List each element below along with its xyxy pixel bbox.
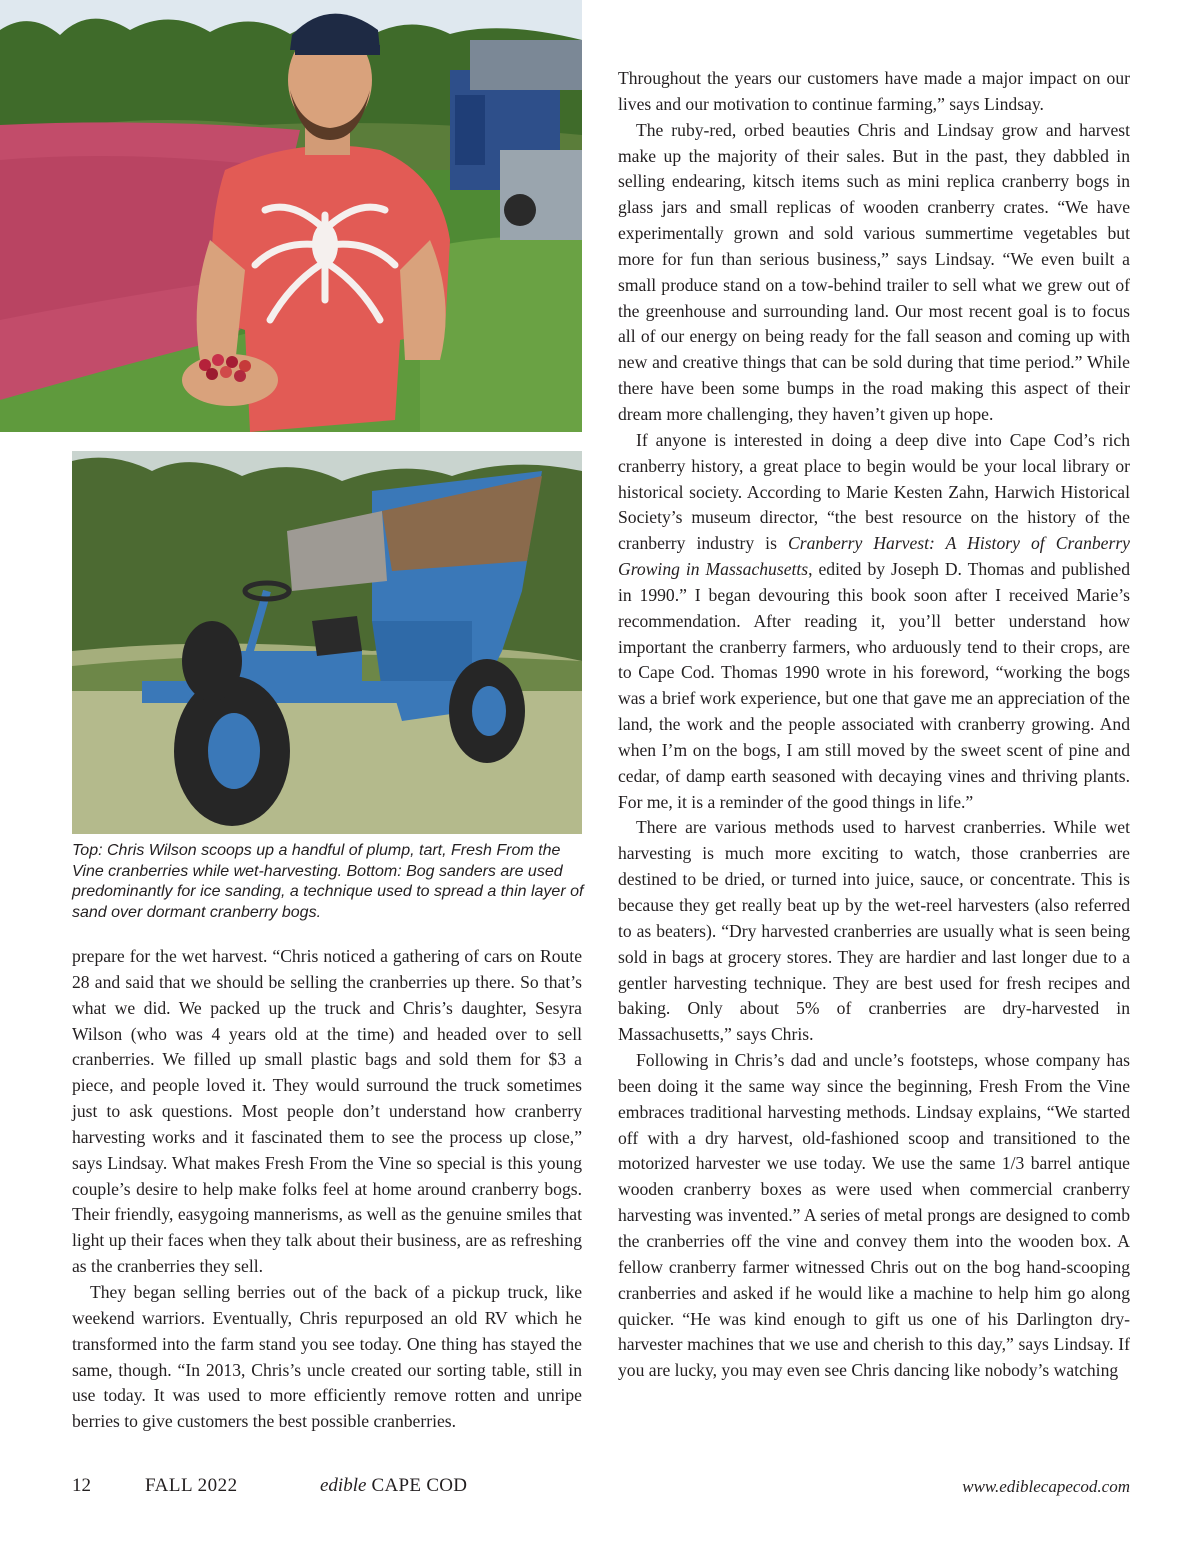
right-paragraph-3-part-b: , edited by Joseph D. Thomas and published in 1990.” I began devouring this book soon after I received Marie’s recommendation. After reading it, you’ll better understand how important the cranberry farmers, who arduously tend to their crops, are to Cape Cod. Thomas 1990 wrote in his foreword, “working the bogs was a brief work experience, but one that gave me an appreciation of the land, the work and the people associated with cranberry growing. And when I’m on the bogs, I am still moved by the sweet scent of pine and cedar, of damp earth seasoned with decaying vines and thriving plants. For me, it is a reminder of the good things in life.” [618,559,1130,812]
right-paragraph-5: Following in Chris’s dad and uncle’s footsteps, whose company has been doing it the same way since the beginning, Fresh From the Vine embraces traditional harvesting methods. Lindsay explains, “We started off with a dry harvest, old-fashioned scoop and transitioned to the motorized harvester we use today. We use the same 1/3 barrel antique wooden cranberry boxes as were used when commercial cranberry harvesting was invented.” A series of metal prongs are designed to comb the cranberries off the vine and convey them into the wooden box. A fellow cranberry farmer witnessed Chris out on the bog hand-scooping cranberries and asked if he would like a machine to help him go along quicker. “He was kind enough to gift us one of his Darlington dry-harvester machines that we use and cherish to this day,” says Lindsay. If you are lucky, you may even see Chris dancing like nobody’s watching [618,1050,1130,1381]
page-number: 12 [72,1475,91,1496]
right-text-column [618,66,1130,1384]
left-paragraph-1: prepare for the wet harvest. “Chris noticed a gathering of cars on Route 28 and said that we should be selling the cranberries up there. So that’s what we did. We packed up the truck and Chris’s daughter, Sesyra Wilson (who was 4 years old at the time) and headed over to sell cranberries. We filled up small plastic bags and sold them for $3 a piece, and people loved it. They would surround the truck sometimes just to ask questions. Most people don’t understand how cranberry harvesting works and it fascinated them to see the process up close,” says Lindsay. What makes Fresh From the Vine so special is this young couple’s desire to help make folks feel at home around cranberry bogs. Their friendly, easygoing mannerisms, as well as the genuine smiles that light up their faces when they talk about their business, are as refreshing as the cranberries they sell. [72,946,582,1277]
bottom-photo [72,451,582,834]
right-paragraph-1: Throughout the years our customers have made a major impact on our lives and our motivation to continue farming,” says Lindsay. [618,68,1130,114]
right-paragraph-2: The ruby-red, orbed beauties Chris and Lindsay grow and harvest make up the majority of their sales. But in the past, they dabbled in selling endearing, kitsch items such as mini replica cranberry bogs in glass jars and small replicas of wooden cranberry crates. “We have experimentally grown and sold various summertime vegetables but more for fun than serious business,” says Lindsay. “We even built a small produce stand on a tow-behind trailer to sell what we grew out of the greenhouse and surrounding land. Our most recent goal is to focus all of our energy on being ready for the fall season and coming up with new and creative things that can be sold during that time period.” While there have been some bumps in the road making this aspect of their dream more challenging, they haven’t given up hope. [618,119,1130,424]
right-paragraph-4: There are various methods used to harvest cranberries. While wet harvesting is much more exciting to watch, those cranberries are destined to be dried, or turned into juice, sauce, or concentrate. This is because they get really beat up by the wet-reel harvesters (also referred to as beaters). “Dry harvested cranberries are usually what is seen being sold in bags at grocery stores. They are hardier and last longer due to a gentler harvesting technique. They are best used for fresh recipes and baking. Only about 5% of cranberries are dry-harvested in Massachusetts,” says Chris. [618,817,1130,1045]
right-paragraph-3 [618,428,1130,816]
publication-name-italic: edible [320,1475,367,1496]
top-photo [0,0,582,432]
book-title: Cranberry Harvest: A History of Cranberry Growing in Massachusetts [618,533,1130,580]
photo-caption: Top: Chris Wilson scoops up a handful of plump, tart, Fresh From the Vine cranberries while wet-harvesting. Bottom: Bog sanders are used predominantly for ice sanding, a technique used to spread a thin layer of sand over dormant cranberry bogs. [72,842,584,921]
publication-name-rest: CAPE COD [371,1475,468,1496]
left-text-column [72,944,582,1435]
bottom-photo-illustration [72,451,582,834]
website-link[interactable]: www.ediblecapecod.com [962,1477,1130,1496]
publication-name [320,1475,467,1497]
issue-label: FALL 2022 [145,1475,238,1496]
left-paragraph-2: They began selling berries out of the back of a pickup truck, like weekend warriors. Eventually, Chris repurposed an old RV which he transformed into the farm stand you see today. One thing has stayed the same, though. “In 2013, Chris’s uncle created our sorting table, still in use today. It was used to more efficiently remove rotten and unripe berries to give customers the best possible cranberries. [72,1281,582,1432]
top-photo-illustration [0,0,582,432]
right-paragraph-3-part-a: If anyone is interested in doing a deep dive into Cape Cod’s rich cranberry history, a great place to begin would be your local library or historical society. According to Marie Kesten Zahn, Harwich Historical Society’s museum director, “the best resource on the history of the cranberry industry is [618,429,1130,554]
